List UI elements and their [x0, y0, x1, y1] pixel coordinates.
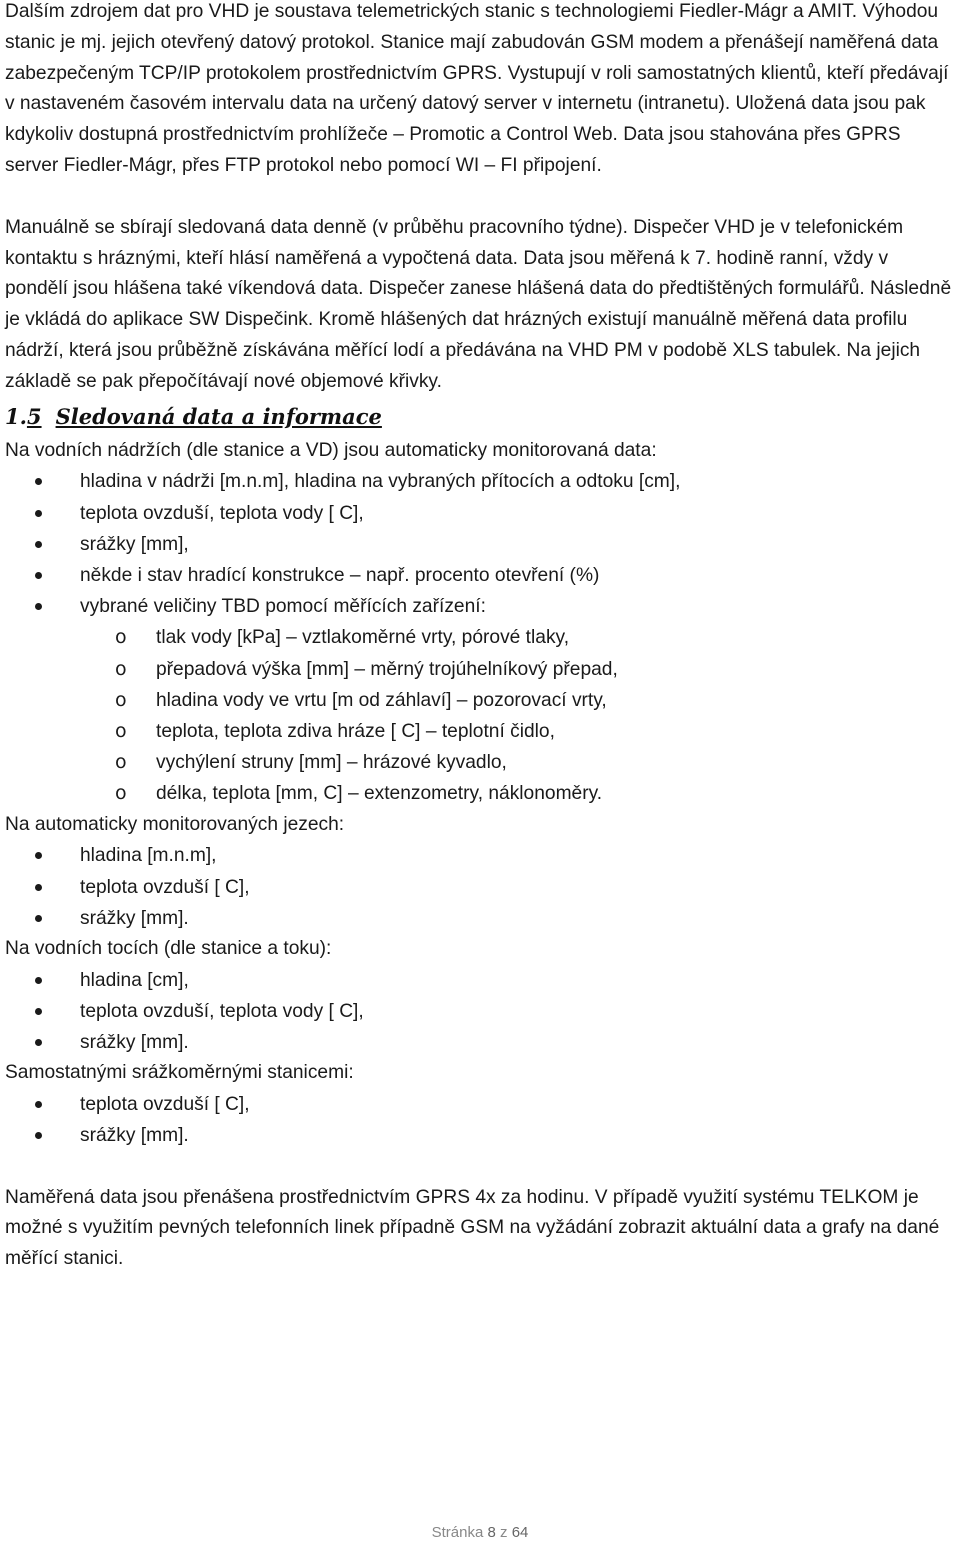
- list-item: srážky [mm].: [5, 903, 955, 934]
- streams-list: [5, 965, 955, 1059]
- footer-of: z: [500, 1524, 508, 1541]
- paragraph-transmission: Naměřená data jsou přenášena prostřednictvím GPRS 4x za hodinu. V případě využití systému TELKOM je možné s využitím pevných telefonních linek případně GSM na vyžádání zobrazit aktuální data a grafy na dané měřící stanici.: [5, 1186, 940, 1270]
- streams-intro: Na vodních tocích (dle stanice a toku):: [5, 938, 332, 959]
- rain-stations-list: [5, 1089, 955, 1151]
- list-item: srážky [mm],: [5, 529, 955, 560]
- list-item: někde i stav hradící konstrukce – např. procento otevření (%): [5, 560, 955, 591]
- sub-list-item: o délka, teplota [mm, C] – extenzometry, náklonoměry.: [5, 778, 955, 809]
- list-item: srážky [mm].: [5, 1027, 955, 1058]
- list-item: teplota ovzduší [ C],: [5, 1089, 955, 1120]
- weirs-intro: Na automaticky monitorovaných jezech:: [5, 813, 345, 835]
- section-number-tail: 5: [26, 403, 42, 429]
- sub-list-item: o tlak vody [kPa] – vztlakoměrné vrty, pórové tlaky,: [5, 622, 955, 653]
- page-footer: [0, 1524, 960, 1541]
- list-item: teplota ovzduší, teplota vody [ C],: [5, 498, 955, 529]
- footer-total-pages: 64: [511, 1524, 529, 1541]
- list-item: srážky [mm].: [5, 1120, 955, 1151]
- section-number-lead: 1.: [5, 403, 27, 429]
- sub-list-item: o vychýlení struny [mm] – hrázové kyvadlo,: [5, 747, 955, 778]
- reservoirs-intro: Na vodních nádržích (dle stanice a VD) jsou automaticky monitorovaná data:: [5, 439, 657, 461]
- section-title: Sledovaná data a informace: [55, 403, 382, 429]
- list-item: hladina v nádrži [m.n.m], hladina na vybraných přítocích a odtoku [cm],: [5, 466, 955, 497]
- sub-list-item: o teplota, teplota zdiva hráze [ C] – teplotní čidlo,: [5, 716, 955, 747]
- paragraph-telemetry: Dalším zdrojem dat pro VHD je soustava telemetrických stanic s technologiemi Fiedler-Mágr a AMIT. Výhodou stanic je mj. jejich otevřený datový protokol. Stanice mají zabudován GSM modem a přenášejí naměřená data zabezpečeným TCP/IP protokolem prostřednictvím GPRS. Vystupují v roli samostatných klientů, kteří předávají v nastaveném časovém intervalu data na určený datový server v internetu (intranetu). Uložená data jsou pak kdykoliv dostupná prostřednictvím prohlížeče – Promotic a Control Web. Data jsou stahována přes GPRS server Fiedler-Mágr, přes FTP protokol nebo pomocí WI – FI připojení.: [5, 1, 949, 176]
- rain-stations-intro: Samostatnými srážkoměrnými stanicemi:: [5, 1062, 354, 1084]
- list-item: hladina [m.n.m],: [5, 840, 955, 871]
- list-item: hladina [cm],: [5, 965, 955, 996]
- footer-label: Stránka: [431, 1524, 484, 1541]
- weirs-list: [5, 840, 955, 934]
- document-page: [5, 0, 955, 1275]
- list-item: teplota ovzduší [ C],: [5, 872, 955, 903]
- list-item: teplota ovzduší, teplota vody [ C],: [5, 996, 955, 1027]
- measuring-devices-list: [5, 622, 955, 809]
- list-item: vybrané veličiny TBD pomocí měřících zařízení:: [5, 591, 955, 622]
- section-heading: [5, 398, 955, 436]
- reservoirs-list: [5, 466, 955, 622]
- sub-list-item: o přepadová výška [mm] – měrný trojúhelníkový přepad,: [5, 654, 955, 685]
- sub-list-item: o hladina vody ve vrtu [m od záhlaví] – pozorovací vrty,: [5, 685, 955, 716]
- paragraph-manual-data: Manuálně se sbírají sledovaná data denně (v průběhu pracovního týdne). Dispečer VHD je v telefonickém kontaktu s hráznými, kteří hlásí naměřená a vypočtená data. Data jsou měřená k 7. hodině ranní, vždy v pondělí jsou hlášena také víkendová data. Dispečer zanese hlášená data do předtištěných formulářů. Následně je vkládá do aplikace SW Dispečink. Kromě hlášených dat hrázných existují manuálně měřená data profilu nádrží, která jsou průběžně získávána měřící lodí a předávána na VHD PM v podobě XLS tabulek. Na jejich základě se pak přepočítávají nové objemové křivky.: [5, 216, 952, 392]
- footer-page-number: 8: [487, 1524, 496, 1541]
